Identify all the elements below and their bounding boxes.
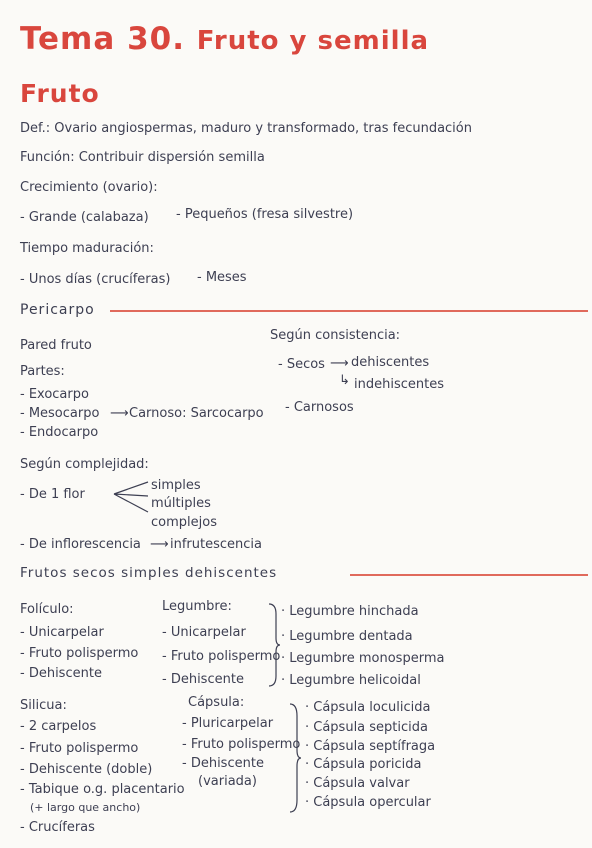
legumbre-type: · Legumbre helicoidal: [281, 673, 421, 688]
secos-rule: [350, 574, 588, 576]
pericarpo-exocarpo: - Exocarpo: [20, 387, 89, 402]
pericarpo-endocarpo: - Endocarpo: [20, 425, 99, 440]
pericarpo-consistencia: Según consistencia:: [270, 328, 401, 343]
capsula-item: - Dehiscente: [182, 756, 264, 771]
capsula-item: (variada): [198, 774, 257, 789]
legumbre-title: Legumbre:: [162, 599, 232, 614]
legumbre-brace-icon: [267, 602, 281, 688]
branch-arrows-icon: [112, 480, 152, 520]
legumbre-item: - Dehiscente: [162, 672, 244, 687]
pericarpo-carnosos: - Carnosos: [285, 400, 354, 415]
legumbre-type: · Legumbre hinchada: [281, 604, 419, 619]
pericarpo-partes: Partes:: [20, 364, 65, 379]
silicua-item: - Fruto polispermo: [20, 741, 139, 756]
curved-arrow-icon: ↳: [339, 373, 350, 388]
pericarpo-heading: Pericarpo: [20, 302, 95, 318]
fruto-tiempo: Tiempo maduración:: [20, 241, 154, 256]
foliculo-item: - Dehiscente: [20, 666, 102, 681]
capsula-type: · Cápsula septicida: [305, 720, 428, 735]
legumbre-type: · Legumbre dentada: [281, 629, 413, 644]
page-title: [20, 22, 429, 58]
silicua-item: (+ largo que ancho): [30, 801, 141, 814]
foliculo-item: - Fruto polispermo: [20, 646, 139, 661]
capsula-type: · Cápsula poricida: [305, 757, 422, 772]
pericarpo-secos: - Secos: [278, 357, 325, 372]
arrow-icon: ⟶: [150, 537, 169, 552]
pericarpo-infrutescencia: infrutescencia: [170, 537, 262, 552]
capsula-title: Cápsula:: [188, 695, 245, 710]
fruto-meses: - Meses: [197, 270, 247, 285]
arrow-icon: ⟶: [330, 356, 349, 371]
pericarpo-complejos: complejos: [151, 515, 217, 530]
fruto-heading: Fruto: [20, 79, 100, 108]
legumbre-item: - Fruto polispermo: [162, 649, 281, 664]
silicua-title: Silicua:: [20, 698, 67, 713]
silicua-item: - Tabique o.g. placentario: [20, 782, 185, 797]
pericarpo-simples: simples: [151, 478, 201, 493]
arrow-icon: ⟶: [110, 406, 129, 421]
fruto-funcion: Función: Contribuir dispersión semilla: [20, 150, 265, 165]
fruto-crecimiento: Crecimiento (ovario):: [20, 180, 158, 195]
foliculo-item: - Unicarpelar: [20, 625, 104, 640]
pericarpo-carnoso: Carnoso: Sarcocarpo: [129, 406, 264, 421]
pericarpo-rule: [110, 310, 588, 312]
pericarpo-multiples: múltiples: [151, 496, 211, 511]
title-rest: Fruto y semilla: [196, 26, 430, 56]
silicua-item: - Crucíferas: [20, 820, 95, 835]
capsula-brace-icon: [288, 702, 302, 814]
capsula-item: - Pluricarpelar: [182, 716, 274, 731]
secos-heading: Frutos secos simples dehiscentes: [20, 565, 278, 581]
capsula-type: · Cápsula septífraga: [305, 739, 436, 754]
pericarpo-dehiscentes: dehiscentes: [351, 355, 430, 370]
capsula-type: · Cápsula loculicida: [305, 700, 431, 715]
pericarpo-indehiscentes: indehiscentes: [354, 377, 444, 392]
fruto-pequenos: - Pequeños (fresa silvestre): [176, 207, 354, 222]
legumbre-type: · Legumbre monosperma: [281, 651, 445, 666]
capsula-item: - Fruto polispermo: [182, 737, 301, 752]
capsula-type: · Cápsula valvar: [305, 776, 410, 791]
pericarpo-de1flor: - De 1 flor: [20, 487, 85, 502]
pericarpo-complejidad: Según complejidad:: [20, 457, 149, 472]
fruto-unos-dias: - Unos días (crucíferas): [20, 272, 171, 287]
silicua-item: - 2 carpelos: [20, 719, 97, 734]
pericarpo-inflorescencia: - De inflorescencia: [20, 537, 141, 552]
pericarpo-mesocarpo: - Mesocarpo: [20, 406, 100, 421]
silicua-item: - Dehiscente (doble): [20, 762, 153, 777]
foliculo-title: Folículo:: [20, 602, 74, 617]
fruto-def: Def.: Ovario angiospermas, maduro y transformado, tras fecundación: [20, 121, 472, 136]
legumbre-item: - Unicarpelar: [162, 625, 246, 640]
fruto-grande: - Grande (calabaza): [20, 210, 149, 225]
title-tema: Tema 30.: [20, 21, 185, 57]
pericarpo-pared: Pared fruto: [20, 338, 92, 353]
capsula-type: · Cápsula opercular: [305, 795, 431, 810]
